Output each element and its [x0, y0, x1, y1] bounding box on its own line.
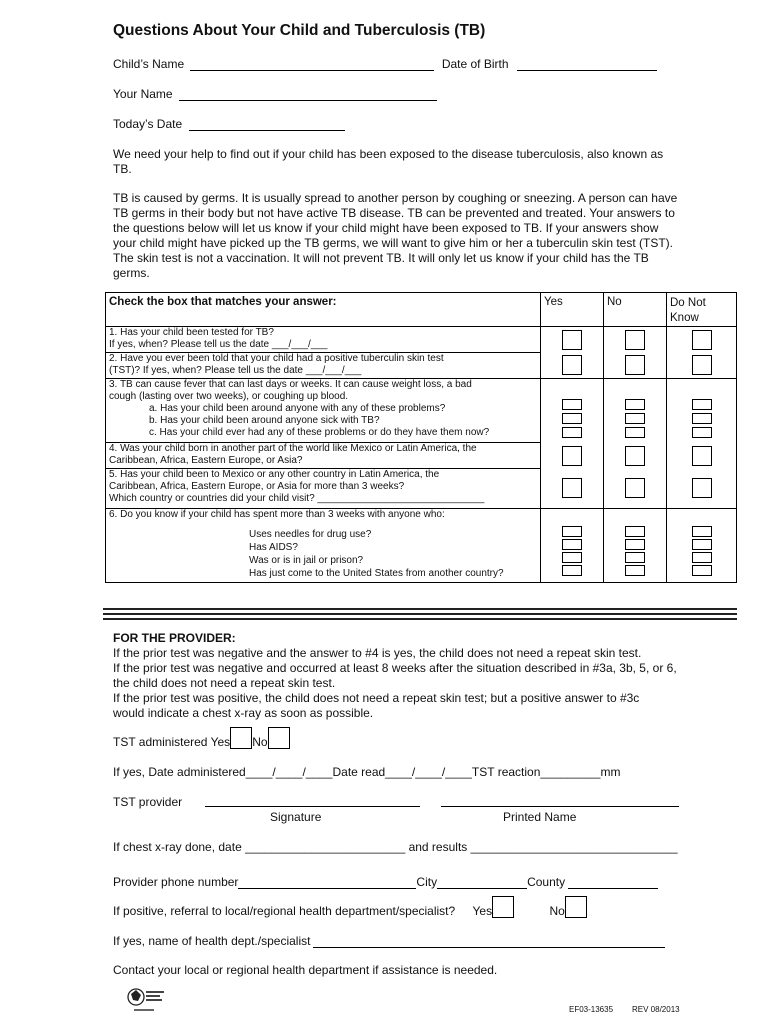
- table-row: [106, 327, 737, 353]
- question-5: 5. Has your child been to Mexico or any other country in Latin America, the Caribbean, Africa, Eastern Europe, or Asia for more than 3 weeks? Which country or countries did your child visit? ______________________________: [106, 469, 541, 509]
- referral-yes-checkbox[interactable]: [492, 896, 514, 918]
- q6c-yes-checkbox[interactable]: [562, 552, 582, 563]
- tst-yes-checkbox[interactable]: [230, 727, 252, 749]
- childs-name-label: Child’s Name: [113, 57, 185, 71]
- section-divider: [103, 618, 737, 620]
- phone-field[interactable]: [238, 875, 416, 889]
- your-name-row: [113, 87, 437, 101]
- provider-text-3: If the prior test was positive, the child does not need a repeat skin test; but a positive answer to #3c would indicate a chest x-ray as soon as possible.: [113, 691, 640, 720]
- tst-no-label: No: [252, 735, 268, 749]
- q6d-yes-checkbox[interactable]: [562, 565, 582, 576]
- phone-row: [113, 875, 658, 889]
- q3c-yes-checkbox[interactable]: [562, 427, 582, 438]
- health-dept-label: If yes, name of health dept./specialist: [113, 934, 311, 948]
- q3b-dont-know-checkbox[interactable]: [692, 413, 712, 424]
- table-row: [106, 443, 737, 469]
- provider-heading: FOR THE PROVIDER:: [113, 631, 236, 645]
- q3a-yes-checkbox[interactable]: [562, 399, 582, 410]
- q5-yes-checkbox[interactable]: [562, 478, 582, 498]
- q4-dont-know-checkbox[interactable]: [692, 446, 712, 466]
- phone-label: Provider phone number: [113, 875, 239, 889]
- q1-no-checkbox[interactable]: [625, 330, 645, 350]
- q6d-dont-know-checkbox[interactable]: [692, 565, 712, 576]
- your-name-label: Your Name: [113, 87, 173, 101]
- county-field[interactable]: [568, 875, 658, 889]
- signature-label: Signature: [270, 810, 322, 824]
- question-1: 1. Has your child been tested for TB? If yes, when? Please tell us the date ___/___/___: [106, 327, 541, 353]
- county-label: County: [527, 875, 566, 889]
- q3a-no-checkbox[interactable]: [625, 399, 645, 410]
- hhs-logo: [126, 985, 168, 1017]
- q2-yes-checkbox[interactable]: [562, 355, 582, 375]
- xray-line[interactable]: If chest x-ray done, date ________________________ and results _______________________________: [113, 840, 678, 854]
- q4-yes-checkbox[interactable]: [562, 446, 582, 466]
- q3c-dont-know-checkbox[interactable]: [692, 427, 712, 438]
- referral-label: If positive, referral to local/regional health department/specialist?: [113, 904, 456, 918]
- questionnaire-table: [105, 292, 737, 583]
- q6b-dont-know-checkbox[interactable]: [692, 539, 712, 550]
- your-name-field[interactable]: [179, 87, 437, 101]
- tst-administered-label: TST administered Yes: [113, 735, 231, 749]
- todays-date-row: [113, 117, 345, 131]
- referral-row: [113, 896, 587, 918]
- dob-field[interactable]: [517, 57, 657, 71]
- q2-no-checkbox[interactable]: [625, 355, 645, 375]
- printed-name-field[interactable]: [441, 806, 679, 807]
- question-3: 3. TB can cause fever that can last days or weeks. It can cause weight loss, a bad cough (lasting over two weeks), or coughing up blood. a. Has your child been around anyone with any of these problems? b. Has your child been around anyone sick with TB? c. Has your child ever had any of these problems or do they have them now?: [106, 379, 541, 443]
- referral-yes-label: Yes: [472, 904, 493, 918]
- col-yes: Yes: [541, 293, 604, 327]
- q3a-dont-know-checkbox[interactable]: [692, 399, 712, 410]
- table-row: [106, 469, 737, 509]
- q6a-dont-know-checkbox[interactable]: [692, 526, 712, 537]
- q6b-no-checkbox[interactable]: [625, 539, 645, 550]
- city-label: City: [416, 875, 438, 889]
- table-row: [106, 379, 737, 443]
- q6a-yes-checkbox[interactable]: [562, 526, 582, 537]
- childs-name-row: [113, 57, 657, 71]
- contact-note: Contact your local or regional health department if assistance is needed.: [113, 963, 498, 977]
- childs-name-field[interactable]: [190, 57, 434, 71]
- intro-paragraph-1: We need your help to find out if your child has been exposed to the disease tuberculosis, also known as TB.: [113, 147, 664, 176]
- q6c-dont-know-checkbox[interactable]: [692, 552, 712, 563]
- q3c-no-checkbox[interactable]: [625, 427, 645, 438]
- q6c-no-checkbox[interactable]: [625, 552, 645, 563]
- table-row: [106, 353, 737, 379]
- dob-label: Date of Birth: [441, 57, 509, 71]
- q5-dont-know-checkbox[interactable]: [692, 478, 712, 498]
- health-dept-row: [113, 934, 665, 948]
- health-dept-field[interactable]: [313, 934, 665, 948]
- printed-name-label: Printed Name: [503, 810, 577, 824]
- form-id: EF03-13635: [569, 1005, 614, 1014]
- q1-yes-checkbox[interactable]: [562, 330, 582, 350]
- question-2: 2. Have you ever been told that your child had a positive tuberculin skin test (TST)? If yes, when? Please tell us the date ___/___/___: [106, 353, 541, 379]
- todays-date-field[interactable]: [189, 117, 345, 131]
- provider-text-2: If the prior test was negative and occurred at least 8 weeks after the situation described in #3a, 3b, 5, or 6, the child does not need a repeat skin test.: [113, 661, 677, 690]
- referral-no-checkbox[interactable]: [565, 896, 587, 918]
- table-header: Check the box that matches your answer:: [106, 293, 541, 327]
- table-row: [106, 509, 737, 583]
- col-dont-know: Do Not Know: [667, 293, 737, 327]
- form-title: Questions About Your Child and Tuberculosis (TB): [113, 22, 486, 39]
- section-divider: [103, 608, 737, 610]
- date-administered-line[interactable]: If yes, Date administered____/____/____Date read____/____/____TST reaction_________mm: [113, 765, 621, 779]
- provider-text-1: If the prior test was negative and the answer to #4 is yes, the child does not need a repeat skin test.: [113, 646, 642, 660]
- question-4: 4. Was your child born in another part of the world like Mexico or Latin America, the Caribbean, Africa, Eastern Europe, or Asia?: [106, 443, 541, 469]
- q5-no-checkbox[interactable]: [625, 478, 645, 498]
- todays-date-label: Today’s Date: [113, 117, 183, 131]
- intro-paragraph-2: TB is caused by germs. It is usually spread to another person by coughing or sneezing. A person can have TB germs in their body but not have active TB disease. TB can be prevented and treated. Your answers to the questions below will let us know if your child might have been exposed to TB. If your answers show your child might have picked up the TB germs, we will want to give him or her a tuberculin skin test (TST). The skin test is not a vaccination. It will not prevent TB. It will only let us know if your child has the TB germs.: [113, 191, 678, 280]
- tst-provider-label: TST provider: [113, 795, 183, 809]
- q1-dont-know-checkbox[interactable]: [692, 330, 712, 350]
- q3b-yes-checkbox[interactable]: [562, 413, 582, 424]
- q4-no-checkbox[interactable]: [625, 446, 645, 466]
- col-no: No: [604, 293, 667, 327]
- tst-no-checkbox[interactable]: [268, 727, 290, 749]
- q2-dont-know-checkbox[interactable]: [692, 355, 712, 375]
- city-field[interactable]: [437, 875, 527, 889]
- section-divider: [103, 613, 737, 615]
- q6d-no-checkbox[interactable]: [625, 565, 645, 576]
- revision-date: REV 08/2013: [632, 1005, 680, 1014]
- q6a-no-checkbox[interactable]: [625, 526, 645, 537]
- signature-field[interactable]: [205, 806, 420, 807]
- referral-no-label: No: [549, 904, 565, 918]
- q3b-no-checkbox[interactable]: [625, 413, 645, 424]
- tst-administered-row: [113, 727, 290, 749]
- question-6: 6. Do you know if your child has spent more than 3 weeks with anyone who: Uses needles for drug use? Has AIDS? Was or is in jail or prison? Has just come to the United States from another country?: [106, 509, 541, 583]
- q6b-yes-checkbox[interactable]: [562, 539, 582, 550]
